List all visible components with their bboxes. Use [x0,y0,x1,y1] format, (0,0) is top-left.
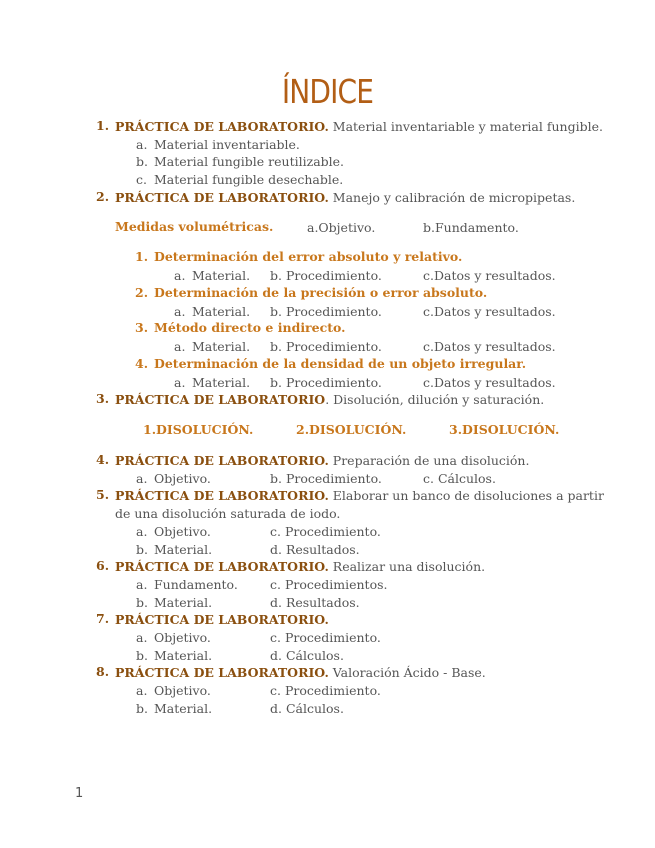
list-marker: a. [136,471,148,486]
practice-label: PRÁCTICA DE LABORATORIO. [115,665,329,680]
list-item: d. Resultados. [270,542,360,557]
list-item: Objetivo. [154,683,211,698]
list-item: c.Datos y resultados. [423,339,556,354]
list-marker: a. [136,524,148,539]
list-item: Material. [192,268,251,283]
practice-title-continued: de una disolución saturada de iodo. [115,506,341,521]
practice-1-heading [115,118,603,135]
practice-label: PRÁCTICA DE LABORATORIO. [115,190,329,205]
list-marker: a. [174,339,186,354]
list-marker: a. [174,268,186,283]
list-item: Material. [154,542,213,557]
list-item: d. Resultados. [270,595,360,610]
list-item: Material. [154,648,213,663]
practice-number: 7. [96,611,110,626]
page-number: 1 [75,786,84,801]
practice-5-heading [115,487,604,504]
subsection-number: 2. [135,285,149,300]
list-item: Material. [154,595,213,610]
list-item: b. Procedimiento. [270,339,382,354]
list-item: Material fungible reutilizable. [154,154,345,169]
list-item: Material inventariable. [154,137,300,152]
list-item: b. Procedimiento. [270,304,382,319]
list-item: Objetivo. [154,630,211,645]
practice-title: Valoración Ácido - Base. [328,665,486,680]
list-marker: b. [136,648,148,663]
subsection-number: 1. [135,249,149,264]
list-item: c. Procedimiento. [270,630,381,645]
section-title: Medidas volumétricas. [115,219,274,234]
practice-title: Elaborar un banco de disoluciones a partir [328,488,604,503]
subsection-number: 4. [135,356,149,371]
practice-4-heading [115,452,529,469]
practice-number: 8. [96,664,110,679]
disolucion-column: 3.DISOLUCIÓN. [449,422,560,437]
list-item: c. Procedimiento. [270,524,381,539]
list-item: Material fungible desechable. [154,172,344,187]
list-marker: b. [136,701,148,716]
list-item: d. Cálculos. [270,648,344,663]
list-item: c. Procedimientos. [270,577,388,592]
list-item: c.Datos y resultados. [423,304,556,319]
list-item: d. Cálculos. [270,701,344,716]
practice-number: 2. [96,189,110,204]
list-item: Material. [154,701,213,716]
list-item: c.Datos y resultados. [423,268,556,283]
practice-label: PRÁCTICA DE LABORATORIO. [115,612,329,627]
list-item: Objetivo. [154,471,211,486]
list-marker: b. [136,595,148,610]
practice-label: PRÁCTICA DE LABORATORIO. [115,453,329,468]
list-marker: a. [136,630,148,645]
practice-title: Realizar una disolución. [328,559,486,574]
list-item: Material. [192,339,251,354]
practice-7-heading [115,611,329,628]
list-item: b. Procedimiento. [270,375,382,390]
list-item: a.Objetivo. [307,220,376,235]
list-item: b.Fundamento. [423,220,519,235]
subsection-number: 3. [135,320,149,335]
practice-3-heading [115,391,544,408]
list-marker: a. [174,304,186,319]
list-marker: a. [136,683,148,698]
list-item: Fundamento. [154,577,238,592]
practice-2-heading [115,189,575,206]
subsection-title: Determinación del error absoluto y relativo. [154,249,463,264]
practice-title: . Disolución, dilución y saturación. [325,392,545,407]
practice-8-heading [115,664,486,681]
practice-title: Manejo y calibración de micropipetas. [328,190,576,205]
practice-number: 5. [96,487,110,502]
practice-label: PRÁCTICA DE LABORATORIO. [115,488,329,503]
subsection-title: Determinación de la densidad de un objeto irregular. [154,356,527,371]
practice-number: 6. [96,558,110,573]
list-marker: a. [174,375,186,390]
list-item: Material. [192,304,251,319]
disolucion-column: 1.DISOLUCIÓN. [143,422,254,437]
list-marker: a. [136,137,148,152]
page-title: ÍNDICE [281,72,374,111]
subsection-title: Método directo e indirecto. [154,320,346,335]
practice-number: 1. [96,118,110,133]
practice-label: PRÁCTICA DE LABORATORIO. [115,119,329,134]
practice-title: Preparación de una disolución. [328,453,530,468]
practice-number: 3. [96,391,110,406]
disolucion-column: 2.DISOLUCIÓN. [296,422,407,437]
list-item: Material. [192,375,251,390]
list-marker: a. [136,577,148,592]
list-item: b. Procedimiento. [270,471,382,486]
practice-6-heading [115,558,485,575]
list-item: c. Procedimiento. [270,683,381,698]
practice-number: 4. [96,452,110,467]
list-item: Objetivo. [154,524,211,539]
practice-label: PRÁCTICA DE LABORATORIO [115,392,326,407]
list-marker: b. [136,542,148,557]
list-marker: c. [136,172,147,187]
list-item: b. Procedimiento. [270,268,382,283]
list-marker: b. [136,154,148,169]
subsection-title: Determinación de la precisión o error absoluto. [154,285,488,300]
practice-title: Material inventariable y material fungible. [328,119,603,134]
list-item: c.Datos y resultados. [423,375,556,390]
practice-label: PRÁCTICA DE LABORATORIO. [115,559,329,574]
list-item: c. Cálculos. [423,471,496,486]
